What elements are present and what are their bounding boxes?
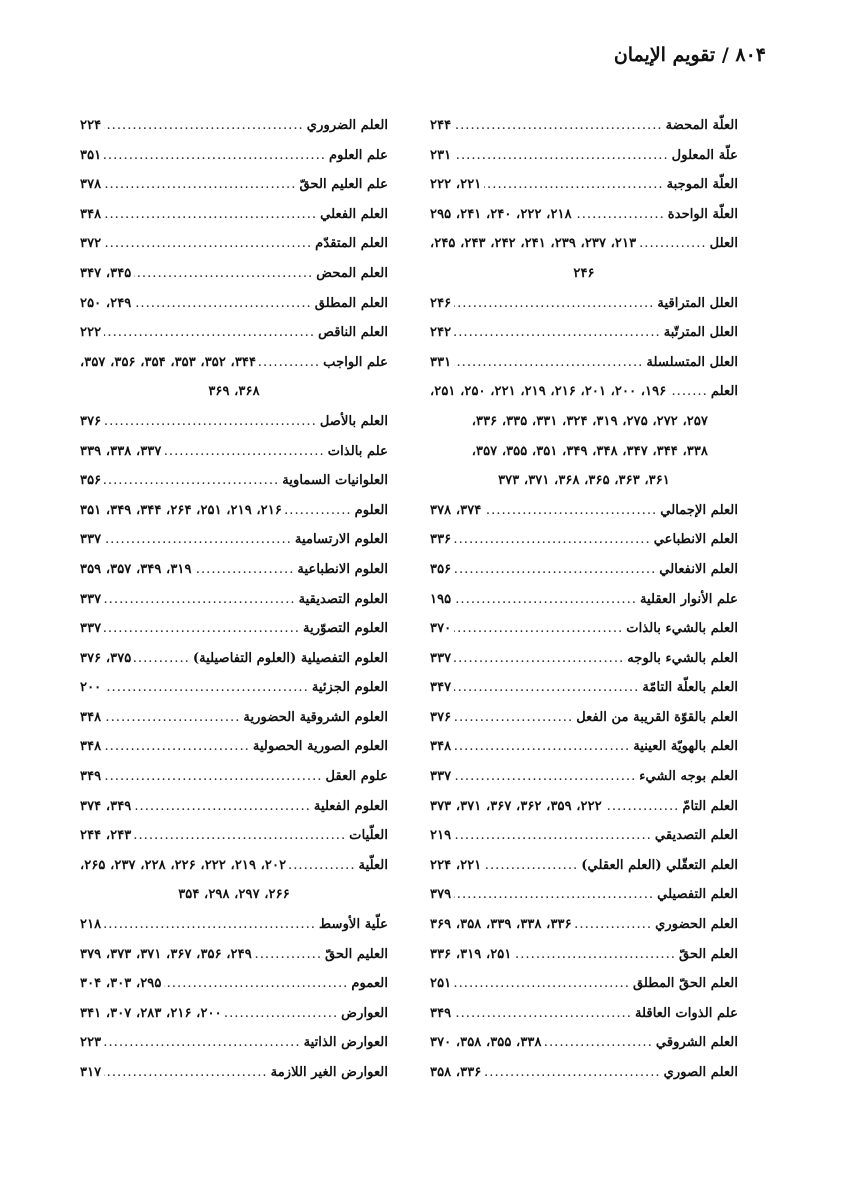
dot-leader [454, 673, 639, 703]
index-term: علم الأنوار العقلية [639, 591, 738, 607]
dot-leader [454, 732, 630, 762]
index-entry [430, 200, 738, 230]
index-entry [80, 111, 388, 141]
dot-leader [255, 940, 322, 970]
index-entry [430, 999, 738, 1029]
dot-leader [454, 969, 630, 999]
dot-leader [259, 348, 320, 378]
index-entry [430, 940, 738, 970]
index-entry [80, 910, 388, 940]
index-term: العلم التفصيلي [657, 887, 738, 903]
dot-leader [454, 141, 668, 171]
index-entry [80, 644, 388, 674]
index-pages: ۱۹۶، ۲۰۰، ۲۰۱، ۲۱۶، ۲۱۹، ۲۲۱، ۲۵۰، ۲۵۱، [430, 384, 667, 400]
index-pages: ۳۴۵، ۳۴۷ [80, 265, 132, 281]
index-entry [80, 703, 388, 733]
index-term: العلم بالقوّة القريبة من الفعل [576, 709, 738, 725]
index-pages-continued: ۳۳۸، ۳۴۴، ۳۴۷، ۳۴۸، ۳۴۹، ۳۵۱، ۳۵۵، ۳۵۷، [471, 443, 708, 459]
index-entry [430, 851, 738, 881]
index-entry [80, 940, 388, 970]
page-header: ۸۰۴ / تقويم الإيمان [613, 44, 766, 66]
dot-leader [454, 821, 652, 851]
dot-leader [134, 644, 190, 674]
dot-leader [104, 703, 240, 733]
index-term: العلم الحضوري [655, 917, 738, 933]
index-entry [80, 585, 388, 615]
index-pages: ۳۳۷ [80, 591, 102, 607]
dot-leader [289, 851, 355, 881]
dot-leader [104, 614, 300, 644]
index-pages-continued: ۲۶۶، ۲۹۷، ۲۹۸، ۳۵۴ [178, 887, 290, 903]
index-term: علم العليم الحقّ [299, 177, 388, 193]
index-entry [430, 289, 738, 319]
index-entry [430, 910, 738, 940]
index-pages: ۳۷۸ [80, 177, 102, 193]
index-entry [80, 851, 388, 881]
index-entry [80, 673, 388, 703]
index-pages: ۲۳۱ [430, 147, 452, 163]
index-term: العلم التامّ [682, 798, 738, 814]
dot-leader [285, 496, 352, 526]
index-entry [80, 407, 388, 437]
index-term: علم الواجب [323, 354, 388, 370]
index-term: العلّة الواحدة [667, 206, 738, 222]
index-pages: ۱۹۵ [430, 591, 452, 607]
index-pages: ۳۴۸ [430, 739, 452, 755]
index-term: علوم العقل [325, 769, 388, 785]
index-term: العلوم التصديقية [298, 591, 388, 607]
dot-leader [575, 200, 665, 230]
index-entry [430, 348, 738, 378]
index-pages-continued: ۲۵۷، ۲۷۲، ۲۷۵، ۳۱۹، ۳۲۴، ۳۳۱، ۳۳۵، ۳۳۶، [471, 413, 708, 429]
dot-leader [484, 496, 657, 526]
index-entry [430, 614, 738, 644]
index-pages: ۳۳۷، ۳۳۸، ۳۳۹ [80, 443, 162, 459]
index-pages: ۲۲۲، ۳۵۹، ۳۶۲، ۳۶۷، ۳۷۱، ۳۷۳ [430, 798, 602, 814]
index-pages: ۳۳۷ [430, 650, 452, 666]
index-pages: ۲۲۱، ۲۲۴ [430, 857, 482, 873]
index-pages: ۳۷۵، ۳۷۶ [80, 650, 132, 666]
index-term: العليم الحقّ [325, 946, 388, 962]
dot-leader [454, 999, 632, 1029]
dot-leader [454, 585, 637, 615]
index-term: العلم التصديقي [654, 828, 738, 844]
dot-leader [104, 1058, 267, 1088]
index-pages: ۳۵۱ [80, 147, 102, 163]
index-entry [80, 792, 388, 822]
index-term: العلوم الانطباعية [297, 561, 388, 577]
index-entry [430, 644, 738, 674]
dot-leader [484, 170, 663, 200]
index-entry [80, 1058, 388, 1088]
dot-leader [514, 940, 676, 970]
index-entry [430, 525, 738, 555]
dot-leader [104, 111, 304, 141]
index-term: العلوم الفعلية [313, 798, 388, 814]
index-pages: ۲۹۵، ۳۰۳، ۳۰۴ [80, 976, 162, 992]
index-term: العلوم [354, 502, 388, 518]
index-term: العلم الحقّ المطلق [632, 976, 738, 992]
index-term: العلّة الموجبة [666, 177, 738, 193]
dot-leader [639, 229, 706, 259]
index-entry [80, 466, 388, 496]
index-pages: ۲۴۲ [430, 325, 452, 341]
dot-leader [484, 851, 578, 881]
index-term: العلم المتقدّم [315, 236, 388, 252]
index-term: العلوم الشروقية الحضورية [243, 709, 388, 725]
index-term: علم العلوم [329, 147, 388, 163]
dot-leader [104, 170, 296, 200]
dot-leader [545, 1028, 653, 1058]
index-entry [80, 348, 388, 378]
index-pages: ۲۴۴ [430, 118, 452, 133]
index-pages-continued: ۲۴۶ [573, 265, 595, 281]
index-pages: ۳۴۹، ۳۷۴ [80, 798, 132, 814]
index-entry [430, 673, 738, 703]
index-entry [80, 141, 388, 171]
index-term: العلم الناقص [318, 325, 388, 341]
index-pages: ۳۴۸ [80, 739, 102, 755]
index-column-left [80, 111, 388, 1088]
index-pages: ۲۱۹ [430, 828, 452, 844]
index-pages-continued: ۳۶۱، ۳۶۳، ۳۶۵، ۳۶۸، ۳۷۱، ۳۷۳ [498, 473, 670, 489]
index-entry [430, 792, 738, 822]
dot-leader [104, 229, 312, 259]
dot-leader [454, 348, 643, 378]
index-entry [430, 496, 738, 526]
index-entry [80, 525, 388, 555]
index-term: العلم الفعلي [320, 206, 388, 222]
index-pages: ۲۴۹، ۳۵۶، ۳۶۷، ۳۷۱، ۳۷۳، ۳۷۹ [80, 946, 252, 962]
index-pages: ۳۵۶ [80, 473, 102, 489]
index-entry [430, 229, 738, 259]
dot-leader [454, 703, 573, 733]
index-term: علّية الأوسط [319, 917, 388, 933]
index-entry [430, 1028, 738, 1058]
index-entry [430, 762, 738, 792]
index-pages: ۳۳۷ [80, 621, 102, 637]
index-term: العموم [351, 976, 388, 992]
index-pages: ۳۷۴، ۳۷۸ [430, 502, 482, 518]
index-term: العلم [710, 384, 738, 400]
index-entry [80, 614, 388, 644]
index-pages: ۳۴۹ [80, 769, 102, 785]
index-entry [430, 170, 738, 200]
dot-leader [669, 377, 708, 407]
index-pages: ۳۳۶، ۳۳۸، ۳۳۹، ۳۵۸، ۳۶۹ [430, 917, 572, 933]
dot-leader [454, 762, 636, 792]
index-entry [80, 200, 388, 230]
index-term: علم الذوات العاقلة [634, 1005, 738, 1021]
index-entry [80, 170, 388, 200]
index-entry [80, 496, 388, 526]
index-pages: ۳۴۸ [80, 206, 102, 222]
index-pages: ۲۰۲، ۲۱۹، ۲۲۲، ۲۲۶، ۲۲۸، ۲۳۷، ۲۶۵، [80, 857, 287, 873]
index-pages: ۳۳۸، ۳۵۵، ۳۵۸، ۳۷۰ [430, 1035, 542, 1051]
index-pages: ۳۵۶ [430, 561, 452, 577]
dot-leader [575, 910, 652, 940]
index-pages: ۳۷۹ [430, 887, 452, 903]
index-pages: ۳۱۷ [80, 1065, 102, 1080]
index-term: العلم بوجه الشيء [639, 769, 738, 785]
dot-leader [454, 644, 624, 674]
index-entry [430, 1058, 738, 1088]
dot-leader [104, 585, 295, 615]
index-term: العلل المتسلسلة [646, 354, 738, 370]
index-pages: ۳۷۰ [430, 621, 452, 637]
index-pages: ۲۱۸ [80, 917, 102, 933]
index-pages: ۳۱۹، ۳۴۹، ۳۵۷، ۳۵۹ [80, 561, 192, 577]
index-term: العلل المتراقية [657, 295, 738, 311]
index-entry [430, 821, 738, 851]
index-column-right [430, 111, 738, 1088]
dot-leader [134, 821, 346, 851]
index-entry [80, 289, 388, 319]
index-pages: ۲۴۶ [430, 295, 452, 311]
index-pages: ۲۴۹، ۲۵۰ [80, 295, 132, 311]
index-entry [80, 969, 388, 999]
index-pages: ۳۴۷ [430, 680, 452, 696]
index-pages: ۲۴۳، ۲۴۴ [80, 828, 132, 844]
index-term: العلم بالشيء بالوجه [627, 650, 738, 666]
index-pages: ۳۳۶ [430, 532, 452, 548]
dot-leader [454, 555, 656, 585]
index-term: العلل المترتّبة [663, 325, 738, 341]
index-entry [430, 111, 738, 141]
index-entry [80, 762, 388, 792]
index-term: علم بالذات [327, 443, 388, 459]
index-pages: ۳۷۶ [430, 709, 452, 725]
dot-leader [104, 466, 279, 496]
index-entry [430, 703, 738, 733]
index-term: العلّيات [349, 828, 388, 844]
index-entry [430, 377, 738, 407]
index-pages: ۳۴۹ [430, 1005, 452, 1021]
index-pages: ۲۵۱، ۳۱۹، ۳۳۶ [430, 946, 512, 962]
index-pages: ۳۴۴، ۳۵۲، ۳۵۳، ۳۵۴، ۳۵۶، ۳۵۷، [80, 354, 257, 370]
dot-leader [104, 732, 250, 762]
dot-leader [454, 111, 662, 141]
index-pages: ۲۲۲ [80, 325, 102, 341]
dot-leader [454, 318, 660, 348]
dot-leader [134, 792, 311, 822]
dot-leader [195, 555, 295, 585]
dot-leader [454, 614, 623, 644]
index-term: العلم الضروري [306, 118, 388, 133]
index-pages: ۳۷۶ [80, 413, 102, 429]
index-term: العلم الإجمالي [660, 502, 738, 518]
index-term: العلم الشروقي [655, 1035, 738, 1051]
index-term: العلوم الجزئية [311, 680, 388, 696]
dot-leader [104, 1028, 300, 1058]
index-term: العلم بالأصل [319, 413, 388, 429]
index-pages: ۲۱۸، ۲۲۲، ۲۴۰، ۲۴۱، ۲۹۵ [430, 206, 572, 222]
index-entry [430, 585, 738, 615]
index-pages: ۲۱۳، ۲۳۷، ۲۳۹، ۲۴۱، ۲۴۲، ۲۴۳، ۲۴۵، [430, 236, 637, 252]
index-entry [430, 318, 738, 348]
index-entry [80, 437, 388, 467]
index-term: العلم بالشيء بالذات [626, 621, 738, 637]
index-entry [430, 555, 738, 585]
dot-leader [134, 289, 311, 319]
index-pages: ۲۲۱، ۲۲۲ [430, 177, 482, 193]
dot-leader [454, 525, 650, 555]
index-term: العلوم الارتسامية [294, 532, 388, 548]
index-entry [430, 969, 738, 999]
index-entry [80, 318, 388, 348]
dot-leader [104, 673, 309, 703]
index-pages: ۲۲۳ [80, 1035, 102, 1051]
index-term: العلم الصوري [663, 1065, 738, 1080]
index-pages: ۳۳۶، ۳۵۸ [430, 1065, 482, 1080]
index-pages: ۲۱۶، ۲۱۹، ۲۵۱، ۲۶۴، ۳۴۴، ۳۴۹، ۳۵۱ [80, 502, 282, 518]
index-term: العلل [709, 236, 738, 252]
index-term: العلم بالهويّة العينية [633, 739, 738, 755]
index-term: العوارض الذاتية [303, 1035, 388, 1051]
index-term: العلم التعقّلي (العلم العقلي) [581, 857, 738, 873]
dot-leader [104, 200, 317, 230]
index-term: العوارض [341, 1005, 388, 1021]
index-entry [80, 999, 388, 1029]
index-pages: ۳۷۲ [80, 236, 102, 252]
dot-leader [225, 999, 338, 1029]
index-entry [430, 141, 738, 171]
index-term: العلّية [358, 857, 388, 873]
index-term: العلوم الصورية الحصولية [252, 739, 388, 755]
index-entry [430, 880, 738, 910]
index-term: العلم المطلق [314, 295, 388, 311]
index-pages: ۳۳۱ [430, 354, 452, 370]
index-term: العلم الحقّ [679, 946, 738, 962]
dot-leader [104, 141, 326, 171]
index-term: العلم بالعلّة التامّة [642, 680, 738, 696]
dot-leader [104, 407, 317, 437]
dot-leader [605, 792, 680, 822]
dot-leader [104, 525, 292, 555]
index-term: العلّة المحضة [665, 118, 738, 133]
index-term: العلم الانفعالي [659, 561, 738, 577]
index-pages: ۳۳۷ [80, 532, 102, 548]
index-entry [80, 555, 388, 585]
index-entry [80, 229, 388, 259]
dot-leader [164, 437, 324, 467]
dot-leader [454, 880, 654, 910]
index-pages: ۳۳۷ [430, 769, 452, 785]
index-pages: ۲۰۰، ۲۱۶، ۲۸۳، ۳۰۷، ۳۴۱ [80, 1005, 222, 1021]
index-pages: ۲۵۱ [430, 976, 452, 992]
dot-leader [164, 969, 348, 999]
dot-leader [104, 762, 322, 792]
index-entry [80, 821, 388, 851]
index-term: العلوم التصوّرية [303, 621, 388, 637]
index-pages: ۲۰۰ [80, 680, 102, 696]
dot-leader [484, 1058, 660, 1088]
index-entry [80, 259, 388, 289]
dot-leader [104, 318, 315, 348]
index-pages: ۳۴۸ [80, 709, 102, 725]
index-term: العلوم التفصيلية (العلوم التفاصيلية) [192, 650, 388, 666]
index-entry [80, 732, 388, 762]
index-entry [430, 732, 738, 762]
dot-leader [104, 910, 316, 940]
index-term: العوارض الغير اللازمة [270, 1065, 388, 1080]
dot-leader [134, 259, 313, 289]
index-entry [80, 1028, 388, 1058]
index-term: العلم المحض [316, 265, 388, 281]
index-term: العلم الانطباعي [653, 532, 738, 548]
index-pages: ۲۲۴ [80, 118, 102, 133]
dot-leader [454, 289, 654, 319]
index-term: علّة المعلول [671, 147, 738, 163]
index-term: العلوانيات السماوية [282, 473, 388, 489]
index-pages-continued: ۳۶۸، ۳۶۹ [208, 384, 260, 400]
